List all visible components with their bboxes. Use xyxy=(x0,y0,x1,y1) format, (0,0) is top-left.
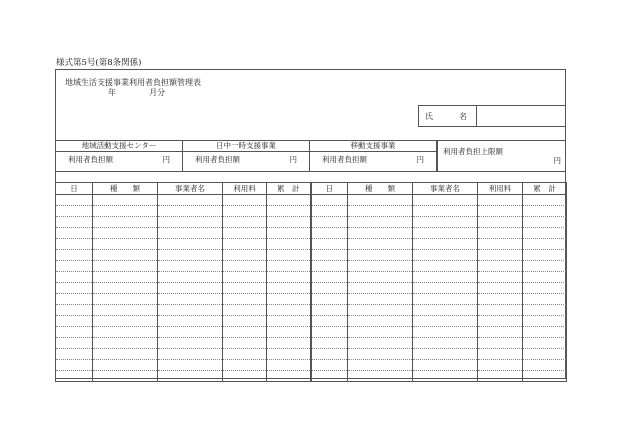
limit-label: 利用者負担上限額 xyxy=(443,147,503,156)
ledger-cell[interactable] xyxy=(93,261,158,272)
ledger-cell[interactable] xyxy=(267,239,311,250)
ledger-cell[interactable] xyxy=(223,272,267,283)
ledger-row xyxy=(56,283,567,294)
ledger-cell[interactable] xyxy=(348,228,413,239)
ledger-row xyxy=(56,349,567,360)
ledger-cell[interactable] xyxy=(93,217,158,228)
ledger-cell[interactable] xyxy=(523,261,567,272)
ledger-cell[interactable] xyxy=(413,327,478,338)
ledger-cell[interactable] xyxy=(56,305,93,316)
col-cumulative: 累 計 xyxy=(523,183,567,195)
ledger-cell[interactable] xyxy=(348,316,413,327)
limit-box xyxy=(437,140,566,172)
ledger-cell[interactable] xyxy=(223,371,267,382)
ledger-cell[interactable] xyxy=(413,195,478,206)
service-name: 日中一時支援事業 xyxy=(183,141,309,152)
ledger-row xyxy=(56,228,567,239)
ledger-cell[interactable] xyxy=(93,316,158,327)
ledger-cell[interactable] xyxy=(267,261,311,272)
ledger-cell[interactable] xyxy=(523,228,567,239)
ledger-cell[interactable] xyxy=(478,206,523,217)
ledger-row xyxy=(56,360,567,371)
ledger-cell[interactable] xyxy=(267,349,311,360)
ledger-cell[interactable] xyxy=(413,250,478,261)
ledger-row xyxy=(56,316,567,327)
ledger-cell[interactable] xyxy=(267,283,311,294)
ledger-cell[interactable] xyxy=(348,195,413,206)
ledger-cell[interactable] xyxy=(158,250,223,261)
ledger-table xyxy=(55,182,567,382)
ledger-cell[interactable] xyxy=(158,349,223,360)
ledger-cell[interactable] xyxy=(267,195,311,206)
ledger-cell[interactable] xyxy=(158,360,223,371)
ledger-cell[interactable] xyxy=(523,272,567,283)
ledger-cell[interactable] xyxy=(56,294,93,305)
ledger-cell[interactable] xyxy=(348,239,413,250)
ledger-cell[interactable] xyxy=(56,217,93,228)
ledger-cell[interactable] xyxy=(348,283,413,294)
ledger-cell[interactable] xyxy=(158,228,223,239)
ledger-cell[interactable] xyxy=(158,294,223,305)
ledger-cell[interactable] xyxy=(223,239,267,250)
month-label: 月分 xyxy=(149,88,166,97)
ledger-cell[interactable] xyxy=(56,239,93,250)
ledger-cell[interactable] xyxy=(56,195,93,206)
ledger-cell[interactable] xyxy=(56,349,93,360)
ledger-cell[interactable] xyxy=(348,349,413,360)
ledger-cell[interactable] xyxy=(267,371,311,382)
ledger-cell[interactable] xyxy=(478,349,523,360)
ledger-cell[interactable] xyxy=(523,283,567,294)
ledger-cell[interactable] xyxy=(413,239,478,250)
ledger-body xyxy=(56,195,567,382)
ledger-cell[interactable] xyxy=(478,338,523,349)
ledger-cell[interactable] xyxy=(93,338,158,349)
ledger-cell[interactable] xyxy=(93,360,158,371)
service-box-daytime-support xyxy=(183,140,310,172)
ledger-cell[interactable] xyxy=(56,316,93,327)
ledger-cell[interactable] xyxy=(56,206,93,217)
ledger-cell[interactable] xyxy=(223,228,267,239)
ledger-cell[interactable] xyxy=(223,250,267,261)
ledger-cell[interactable] xyxy=(523,239,567,250)
ledger-cell[interactable] xyxy=(311,371,348,382)
ledger-cell[interactable] xyxy=(311,217,348,228)
ledger-cell[interactable] xyxy=(93,239,158,250)
service-amount-label: 利用者負担額 xyxy=(195,155,240,164)
ledger-cell[interactable] xyxy=(267,250,311,261)
year-label: 年 xyxy=(108,88,116,97)
ledger-cell[interactable] xyxy=(478,272,523,283)
ledger-cell[interactable] xyxy=(158,195,223,206)
ledger-row xyxy=(56,272,567,283)
ledger-cell[interactable] xyxy=(158,327,223,338)
ledger-cell[interactable] xyxy=(311,228,348,239)
ledger-cell[interactable] xyxy=(478,305,523,316)
ledger-cell[interactable] xyxy=(93,327,158,338)
ledger-cell[interactable] xyxy=(523,217,567,228)
ledger-row xyxy=(56,371,567,382)
ledger-cell[interactable] xyxy=(223,206,267,217)
ledger-cell[interactable] xyxy=(158,371,223,382)
ledger-cell[interactable] xyxy=(413,316,478,327)
ledger-cell[interactable] xyxy=(158,272,223,283)
service-yen: 円 xyxy=(289,155,297,164)
col-day: 日 xyxy=(56,183,93,195)
ledger-cell[interactable] xyxy=(158,239,223,250)
ledger-cell[interactable] xyxy=(348,261,413,272)
ledger-cell[interactable] xyxy=(478,371,523,382)
ledger-cell[interactable] xyxy=(413,228,478,239)
ledger-cell[interactable] xyxy=(348,206,413,217)
ledger-cell[interactable] xyxy=(93,206,158,217)
ledger-row xyxy=(56,239,567,250)
ledger-cell[interactable] xyxy=(56,360,93,371)
ledger-cell[interactable] xyxy=(223,360,267,371)
ledger-cell[interactable] xyxy=(478,195,523,206)
ledger-cell[interactable] xyxy=(413,371,478,382)
ledger-cell[interactable] xyxy=(523,206,567,217)
ledger-cell[interactable] xyxy=(478,228,523,239)
ledger-cell[interactable] xyxy=(223,305,267,316)
ledger-cell[interactable] xyxy=(311,349,348,360)
ledger-cell[interactable] xyxy=(267,272,311,283)
ledger-cell[interactable] xyxy=(311,206,348,217)
ledger-header-row xyxy=(56,183,567,195)
service-box-community-center xyxy=(55,140,183,172)
ledger-cell[interactable] xyxy=(523,305,567,316)
ledger-cell[interactable] xyxy=(523,371,567,382)
ledger-cell[interactable] xyxy=(56,228,93,239)
ledger-cell[interactable] xyxy=(267,305,311,316)
ledger-cell[interactable] xyxy=(348,217,413,228)
ledger-cell[interactable] xyxy=(93,195,158,206)
ledger-cell[interactable] xyxy=(348,371,413,382)
ledger-cell[interactable] xyxy=(523,316,567,327)
service-amount-label: 利用者負担額 xyxy=(322,155,367,164)
name-field[interactable] xyxy=(418,105,566,127)
ledger-cell[interactable] xyxy=(56,261,93,272)
ledger-cell[interactable] xyxy=(267,206,311,217)
ledger-cell[interactable] xyxy=(223,338,267,349)
ledger-cell[interactable] xyxy=(413,349,478,360)
ledger-row xyxy=(56,294,567,305)
ledger-cell[interactable] xyxy=(478,250,523,261)
ledger-cell[interactable] xyxy=(478,261,523,272)
ledger-cell[interactable] xyxy=(93,371,158,382)
ledger-cell[interactable] xyxy=(311,360,348,371)
ledger-cell[interactable] xyxy=(93,305,158,316)
ledger-cell[interactable] xyxy=(56,250,93,261)
ledger-cell[interactable] xyxy=(56,283,93,294)
col-fee: 利用料 xyxy=(478,183,523,195)
ledger-cell[interactable] xyxy=(478,327,523,338)
ledger-row xyxy=(56,195,567,206)
ledger-cell[interactable] xyxy=(523,360,567,371)
year-month xyxy=(108,87,165,98)
ledger-cell[interactable] xyxy=(413,217,478,228)
ledger-cell[interactable] xyxy=(311,316,348,327)
ledger-cell[interactable] xyxy=(158,206,223,217)
ledger-cell[interactable] xyxy=(413,283,478,294)
ledger-cell[interactable] xyxy=(311,272,348,283)
ledger-cell[interactable] xyxy=(56,272,93,283)
ledger-cell[interactable] xyxy=(267,316,311,327)
ledger-cell[interactable] xyxy=(93,349,158,360)
ledger-cell[interactable] xyxy=(523,294,567,305)
ledger-cell[interactable] xyxy=(523,195,567,206)
service-yen: 円 xyxy=(416,155,424,164)
ledger-cell[interactable] xyxy=(413,294,478,305)
ledger-cell[interactable] xyxy=(267,327,311,338)
ledger-cell[interactable] xyxy=(478,283,523,294)
ledger-cell[interactable] xyxy=(223,294,267,305)
service-name: 移動支援事業 xyxy=(310,141,436,152)
ledger-cell[interactable] xyxy=(311,239,348,250)
limit-yen: 円 xyxy=(553,156,561,165)
ledger-cell[interactable] xyxy=(223,261,267,272)
ledger-cell[interactable] xyxy=(478,217,523,228)
form-title: 地域生活支援事業利用者負担額管理表 xyxy=(65,78,201,87)
ledger-cell[interactable] xyxy=(523,349,567,360)
ledger-cell[interactable] xyxy=(93,283,158,294)
ledger-cell[interactable] xyxy=(267,228,311,239)
ledger-cell[interactable] xyxy=(311,327,348,338)
ledger-cell[interactable] xyxy=(523,250,567,261)
ledger-cell[interactable] xyxy=(56,327,93,338)
ledger-cell[interactable] xyxy=(93,294,158,305)
col-day: 日 xyxy=(311,183,348,195)
ledger-cell[interactable] xyxy=(311,338,348,349)
ledger-cell[interactable] xyxy=(158,338,223,349)
ledger-cell[interactable] xyxy=(311,305,348,316)
ledger-cell[interactable] xyxy=(223,349,267,360)
ledger-cell[interactable] xyxy=(311,195,348,206)
ledger-cell[interactable] xyxy=(523,338,567,349)
col-type: 種 類 xyxy=(348,183,413,195)
service-amount-label: 利用者負担額 xyxy=(68,155,113,164)
ledger-row xyxy=(56,305,567,316)
ledger-cell[interactable] xyxy=(267,360,311,371)
ledger-row xyxy=(56,250,567,261)
ledger-cell[interactable] xyxy=(523,327,567,338)
service-yen: 円 xyxy=(162,155,170,164)
ledger-cell[interactable] xyxy=(348,338,413,349)
ledger-cell[interactable] xyxy=(348,360,413,371)
ledger-cell[interactable] xyxy=(158,283,223,294)
ledger-cell[interactable] xyxy=(93,228,158,239)
ledger-cell[interactable] xyxy=(223,195,267,206)
ledger-cell[interactable] xyxy=(223,283,267,294)
ledger-cell[interactable] xyxy=(93,272,158,283)
ledger-cell[interactable] xyxy=(413,305,478,316)
ledger-row xyxy=(56,217,567,228)
ledger-row xyxy=(56,327,567,338)
ledger-cell[interactable] xyxy=(348,327,413,338)
ledger-cell[interactable] xyxy=(478,294,523,305)
service-name: 地域活動支援センター xyxy=(56,141,182,152)
ledger-cell[interactable] xyxy=(478,360,523,371)
col-fee: 利用料 xyxy=(223,183,267,195)
ledger-cell[interactable] xyxy=(223,327,267,338)
ledger-cell[interactable] xyxy=(223,316,267,327)
col-cumulative: 累 計 xyxy=(267,183,311,195)
ledger-cell[interactable] xyxy=(348,250,413,261)
ledger-row xyxy=(56,261,567,272)
ledger-cell[interactable] xyxy=(413,338,478,349)
ledger-row xyxy=(56,338,567,349)
ledger-cell[interactable] xyxy=(413,261,478,272)
ledger-cell[interactable] xyxy=(348,272,413,283)
name-label: 氏 名 xyxy=(419,106,477,126)
ledger-cell[interactable] xyxy=(311,294,348,305)
ledger-cell[interactable] xyxy=(158,316,223,327)
ledger-cell[interactable] xyxy=(158,217,223,228)
col-provider: 事業者名 xyxy=(158,183,223,195)
ledger-cell[interactable] xyxy=(158,261,223,272)
ledger-cell[interactable] xyxy=(478,239,523,250)
ledger-cell[interactable] xyxy=(413,360,478,371)
col-type: 種 類 xyxy=(93,183,158,195)
ledger-cell[interactable] xyxy=(223,217,267,228)
ledger-cell[interactable] xyxy=(348,305,413,316)
ledger-cell[interactable] xyxy=(267,217,311,228)
ledger-cell[interactable] xyxy=(56,371,93,382)
ledger-cell[interactable] xyxy=(348,294,413,305)
ledger-cell[interactable] xyxy=(413,206,478,217)
ledger-cell[interactable] xyxy=(267,338,311,349)
ledger-cell[interactable] xyxy=(311,250,348,261)
ledger-cell[interactable] xyxy=(267,294,311,305)
ledger-cell[interactable] xyxy=(93,250,158,261)
ledger-cell[interactable] xyxy=(478,316,523,327)
service-box-mobility-support xyxy=(310,140,437,172)
ledger-cell[interactable] xyxy=(158,305,223,316)
col-provider: 事業者名 xyxy=(413,183,478,195)
ledger-row xyxy=(56,206,567,217)
ledger-cell[interactable] xyxy=(413,272,478,283)
ledger-cell[interactable] xyxy=(311,261,348,272)
ledger-cell[interactable] xyxy=(56,338,93,349)
ledger-cell[interactable] xyxy=(311,283,348,294)
form-number: 様式第5号(第8条関係) xyxy=(56,58,142,68)
